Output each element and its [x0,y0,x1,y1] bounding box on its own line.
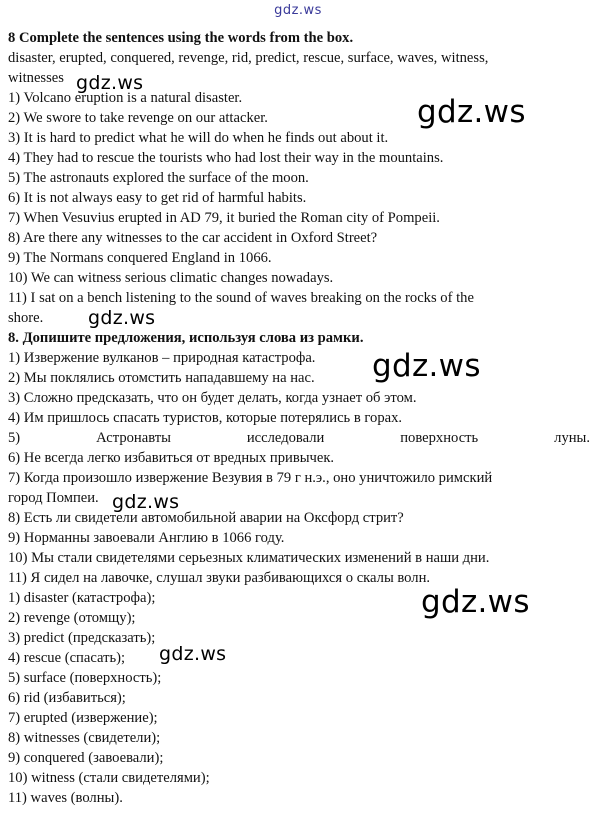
exercise-text [8,28,590,808]
ru-sentence-2: 2) Мы поклялись отомстить нападавшему на нас. [8,370,315,386]
ru-sentence-7-cont: город Помпеи. [8,490,99,506]
vocab-item-7: 7) erupted (извержение); [8,710,158,726]
ru-sentence-10: 10) Мы стали свидетелями серьезных климатических изменений в наши дни. [8,550,490,566]
watermark: gdz.ws [159,643,227,665]
vocab-item-3: 3) predict (предсказать); [8,630,156,646]
ru-sentence-11: 11) Я сидел на лавочке, слушал звуки разбивающихся о скалы волн. [8,570,431,586]
ru-sentence-1: 1) Извержение вулканов – природная катастрофа. [8,350,316,366]
en-sentence-3: 3) It is hard to predict what he will do when he finds out about it. [8,130,389,146]
vocab-item-10: 10) witness (стали свидетелями); [8,770,210,786]
word-box-line-2: witnesses [8,70,64,86]
en-sentence-9: 9) The Normans conquered England in 1066. [8,250,272,266]
watermark: gdz.ws [372,348,481,384]
en-sentence-11: 11) I sat on a bench listening to the sound of waves breaking on the rocks of the [8,290,474,306]
ru-sentence-6: 6) Не всегда легко избавиться от вредных привычек. [8,450,335,466]
ru-sentence-5-word: луны. [554,430,590,446]
header-watermark: gdz.ws [274,3,322,18]
ru-sentence-5-word: поверхность [400,430,479,446]
exercise-ru-title: 8. Допишите предложения, используя слова из рамки. [8,330,364,346]
word-box-line-1: disaster, erupted, conquered, revenge, rid, predict, rescue, surface, waves, witness, [8,50,489,66]
ru-sentence-5-word: Астронавты [96,430,171,446]
ru-sentence-5-word: 5) [8,430,21,446]
exercise-en-title: 8 Complete the sentences using the words from the box. [8,30,354,46]
watermark: gdz.ws [112,491,180,513]
ru-sentence-4: 4) Им пришлось спасать туристов, которые потерялись в горах. [8,410,403,426]
vocab-item-2: 2) revenge (отомщу); [8,610,136,626]
en-sentence-7: 7) When Vesuvius erupted in AD 79, it buried the Roman city of Pompeii. [8,210,440,226]
watermark: gdz.ws [421,584,530,620]
vocab-item-4: 4) rescue (спасать); [8,650,126,666]
vocab-item-1: 1) disaster (катастрофа); [8,590,156,606]
en-sentence-8: 8) Are there any witnesses to the car accident in Oxford Street? [8,230,378,246]
en-sentence-5: 5) The astronauts explored the surface of the moon. [8,170,309,186]
vocab-item-8: 8) witnesses (свидетели); [8,730,161,746]
en-sentence-6: 6) It is not always easy to get rid of harmful habits. [8,190,307,206]
watermark: gdz.ws [417,94,526,130]
vocab-item-5: 5) surface (поверхность); [8,670,162,686]
ru-sentence-8: 8) Есть ли свидетели автомобильной аварии на Оксфорд стрит? [8,510,404,526]
ru-sentence-9: 9) Норманны завоевали Англию в 1066 году. [8,530,285,546]
watermark: gdz.ws [88,307,156,329]
vocab-item-6: 6) rid (избавиться); [8,690,126,706]
en-sentence-2: 2) We swore to take revenge on our attacker. [8,110,268,126]
en-sentence-1: 1) Volcano eruption is a natural disaster. [8,90,243,106]
en-sentence-10: 10) We can witness serious climatic changes nowadays. [8,270,334,286]
en-sentence-4: 4) They had to rescue the tourists who had lost their way in the mountains. [8,150,444,166]
ru-sentence-7: 7) Когда произошло извержение Везувия в 79 г н.э., оно уничтожило римский [8,470,493,486]
ru-sentence-5 [8,428,590,448]
vocab-item-11: 11) waves (волны). [8,790,123,806]
ru-sentence-5-word: исследовали [246,430,325,446]
en-sentence-11-cont: shore. [8,310,44,326]
ru-sentence-3: 3) Сложно предсказать, что он будет делать, когда узнает об этом. [8,390,417,406]
watermark: gdz.ws [76,72,144,94]
vocab-item-9: 9) conquered (завоевали); [8,750,164,766]
